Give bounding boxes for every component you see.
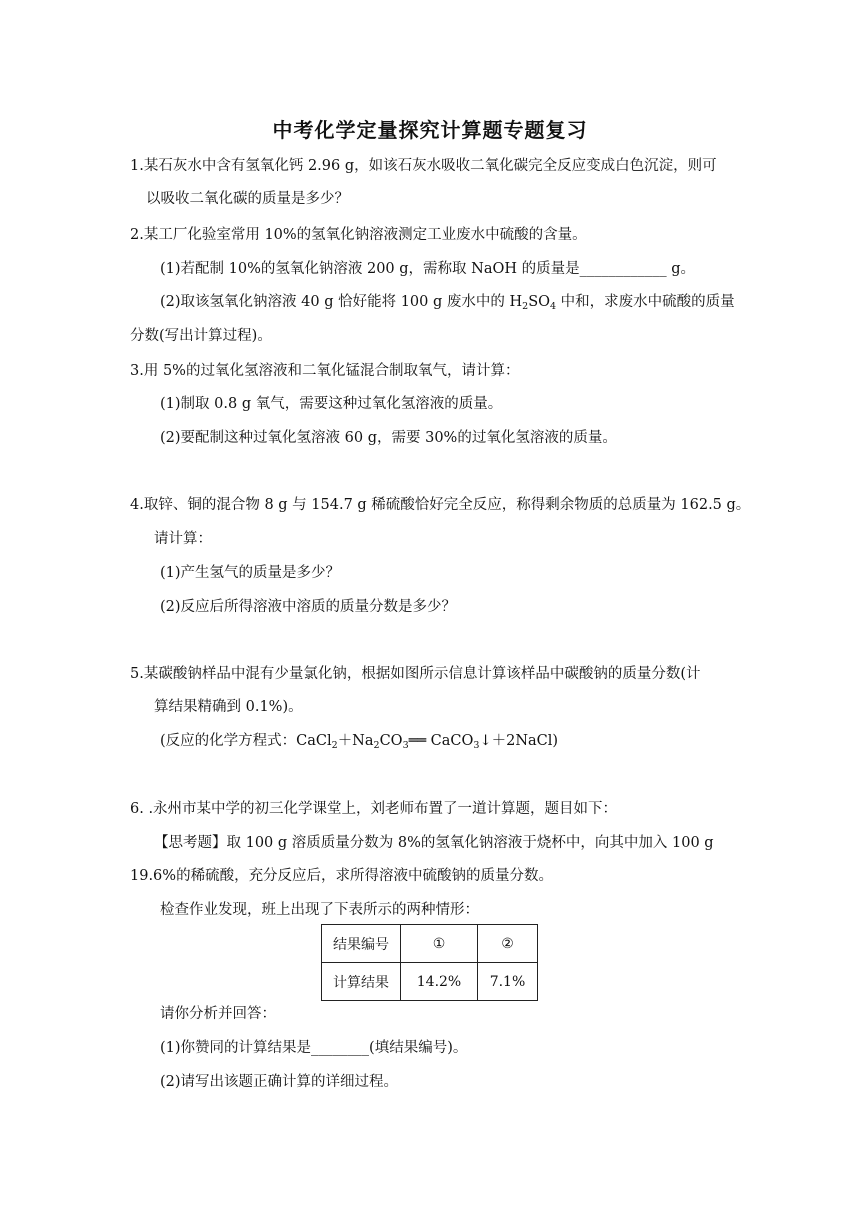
- q2-part2-line2: 分数(写出计算过程)。: [130, 328, 272, 344]
- q6-stem: 6. .永州市某中学的初三化学课堂上，刘老师布置了一道计算题，题目如下：: [130, 801, 618, 817]
- table-cell: ②: [478, 925, 538, 963]
- q6-analyze: 请你分析并回答：: [160, 1006, 276, 1022]
- q3-stem: 3.用 5%的过氧化氢溶液和二氧化锰混合制取氧气，请计算：: [130, 363, 520, 379]
- q2-part2-formula: SO: [528, 294, 551, 310]
- q4-part2: (2)反应后所得溶液中溶质的质量分数是多少？: [160, 599, 457, 615]
- q2-part1: [160, 259, 695, 279]
- eq-part: CO: [379, 733, 403, 749]
- eq-part: (反应的化学方程式：CaCl: [160, 733, 332, 749]
- table-cell: ①: [401, 925, 478, 963]
- table-row: [322, 925, 538, 963]
- q4-part1: (1)产生氢气的质量是多少？: [160, 565, 341, 581]
- q2-part2-text-end: 中和，求废水中硫酸的质量: [556, 294, 735, 310]
- q2-part2: [160, 292, 735, 312]
- q6-part2: (2)请写出该题正确计算的详细过程。: [160, 1074, 399, 1090]
- q6-part1: (1)你赞同的计算结果是________(填结果编号)。: [160, 1040, 468, 1056]
- q2-part1-unit: g。: [666, 261, 696, 277]
- subscript: 2: [331, 740, 338, 751]
- subscript: 3: [402, 740, 409, 751]
- q3-part2: (2)要配制这种过氧化氢溶液 60 g，需要 30%的过氧化氢溶液的质量。: [160, 430, 617, 446]
- table-row: [322, 963, 538, 1001]
- eq-part: ↓＋2NaCl): [479, 733, 559, 749]
- q2-part1-blank: ____________: [579, 261, 667, 277]
- q6-think-line2: 19.6%的稀硫酸，充分反应后，求所得溶液中硫酸钠的质量分数。: [130, 868, 554, 884]
- table-cell: 14.2%: [401, 963, 478, 1001]
- page-title: 中考化学定量探究计算题专题复习: [272, 118, 588, 142]
- subscript: 4: [550, 301, 557, 312]
- q5-line2: 算结果精确到 0.1%)。: [154, 699, 303, 715]
- table-cell: 计算结果: [322, 963, 401, 1001]
- q2-part2-text: (2)取该氢氧化钠溶液 40 g 恰好能将 100 g 废水中的 H: [160, 294, 523, 310]
- q1-line2: 以吸收二氧化碳的质量是多少？: [146, 191, 349, 207]
- q2-part1-text: (1)若配制 10%的氢氧化钠溶液 200 g，需称取 NaOH 的质量是: [160, 261, 580, 277]
- q6-check: 检查作业发现，班上出现了下表所示的两种情形：: [160, 902, 479, 918]
- subscript: 3: [473, 740, 480, 751]
- q1-line1: 1.某石灰水中含有氢氧化钙 2.96 g，如该石灰水吸收二氧化碳完全反应变成白色沉淀，则可: [130, 158, 717, 174]
- table-cell: 结果编号: [322, 925, 401, 963]
- q3-part1: (1)制取 0.8 g 氧气，需要这种过氧化氢溶液的质量。: [160, 396, 503, 412]
- q5-line1: 5.某碳酸钠样品中混有少量氯化钠，根据如图所示信息计算该样品中碳酸钠的质量分数(计: [130, 666, 701, 682]
- subscript: 2: [373, 740, 380, 751]
- q4-line1: 4.取锌、铜的混合物 8 g 与 154.7 g 稀硫酸恰好完全反应，称得剩余物质的总质量为 162.5 g。: [130, 497, 751, 513]
- q6-think-line1: 【思考题】取 100 g 溶质质量分数为 8%的氢氧化钠溶液于烧杯中，向其中加入 100 g: [154, 835, 714, 851]
- q5-equation: [160, 731, 558, 751]
- results-table: [321, 924, 538, 1001]
- eq-part: ══ CaCO: [408, 733, 474, 749]
- table-cell: 7.1%: [478, 963, 538, 1001]
- eq-part: ＋Na: [337, 733, 374, 749]
- subscript: 2: [522, 301, 529, 312]
- q4-line2: 请计算：: [154, 531, 212, 547]
- q2-stem: 2.某工厂化验室常用 10%的氢氧化钠溶液测定工业废水中硫酸的含量。: [130, 227, 587, 243]
